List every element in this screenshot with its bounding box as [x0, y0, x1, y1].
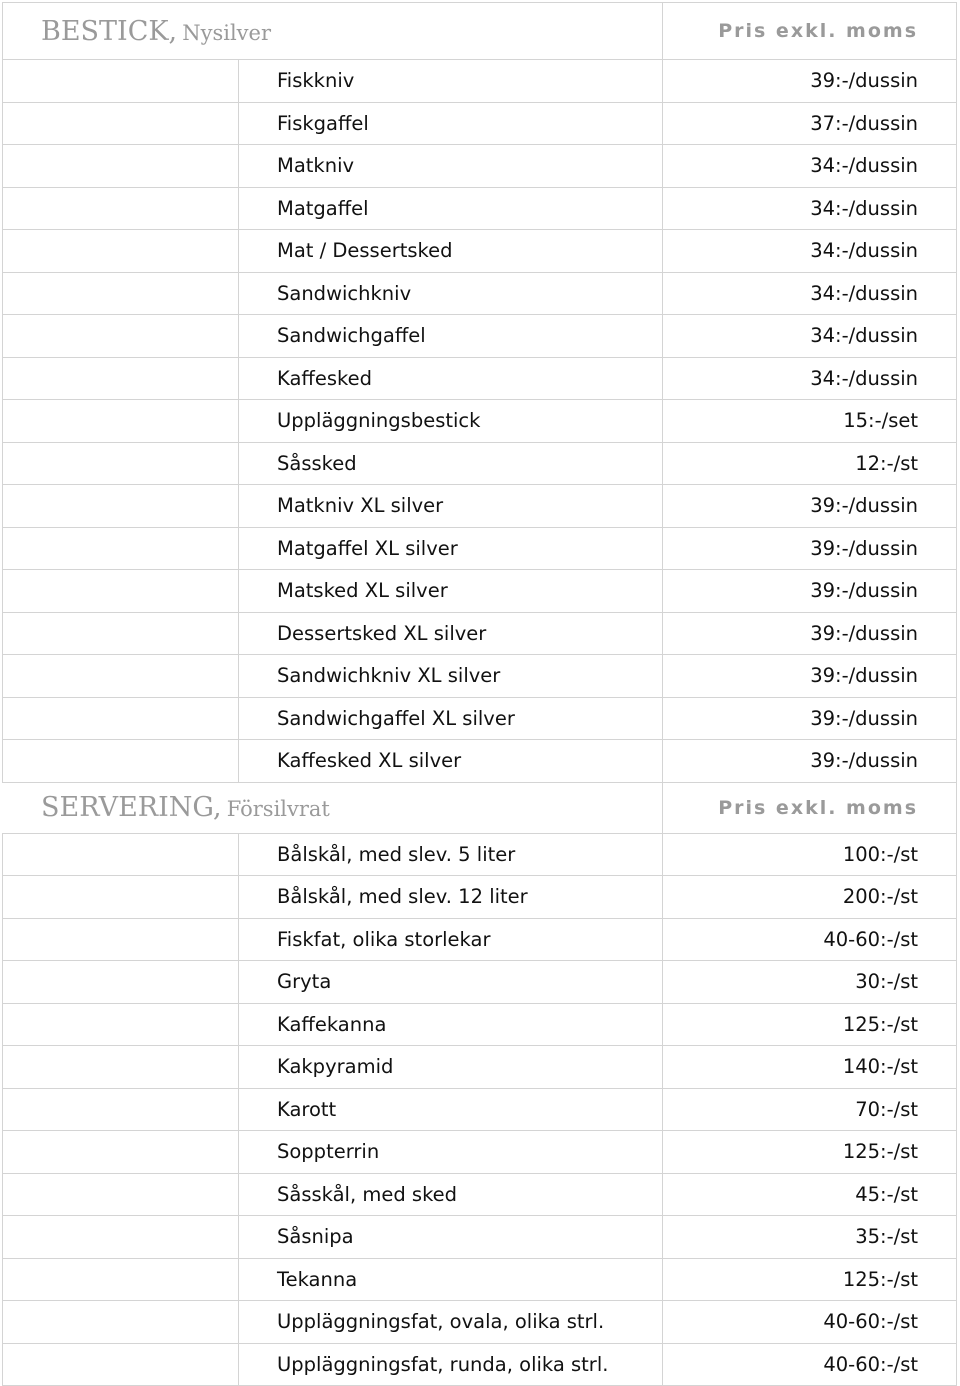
table-row — [3, 876, 957, 919]
row-gutter-cell — [3, 315, 239, 358]
row-gutter-cell — [3, 570, 239, 613]
item-name: Kaffekanna — [239, 1003, 663, 1046]
price-column-header: Pris exkl. moms — [663, 3, 957, 60]
item-price: 37:-/dussin — [663, 102, 957, 145]
row-gutter-cell — [3, 1258, 239, 1301]
row-gutter-cell — [3, 1301, 239, 1344]
row-gutter-cell — [3, 1088, 239, 1131]
item-price: 34:-/dussin — [663, 357, 957, 400]
item-name: Sandwichgaffel XL silver — [239, 697, 663, 740]
item-price: 125:-/st — [663, 1003, 957, 1046]
item-price: 34:-/dussin — [663, 145, 957, 188]
item-price: 39:-/dussin — [663, 60, 957, 103]
section-title: BESTICK, — [41, 15, 178, 47]
item-price: 40-60:-/st — [663, 1343, 957, 1386]
price-table — [2, 2, 957, 1386]
item-price: 140:-/st — [663, 1046, 957, 1089]
item-name: Dessertsked XL silver — [239, 612, 663, 655]
table-row — [3, 1003, 957, 1046]
item-name: Uppläggningsfat, ovala, olika strl. — [239, 1301, 663, 1344]
table-row — [3, 357, 957, 400]
table-row — [3, 1046, 957, 1089]
row-gutter-cell — [3, 655, 239, 698]
item-name: Mat / Dessertsked — [239, 230, 663, 273]
table-row — [3, 60, 957, 103]
item-price: 39:-/dussin — [663, 697, 957, 740]
row-gutter-cell — [3, 918, 239, 961]
row-gutter-cell — [3, 833, 239, 876]
item-price: 39:-/dussin — [663, 485, 957, 528]
table-row — [3, 230, 957, 273]
item-name: Uppläggningsbestick — [239, 400, 663, 443]
table-row — [3, 655, 957, 698]
section-header-row — [3, 782, 957, 833]
table-row — [3, 918, 957, 961]
item-price: 34:-/dussin — [663, 315, 957, 358]
section-heading — [3, 782, 663, 833]
table-row — [3, 442, 957, 485]
item-price: 34:-/dussin — [663, 187, 957, 230]
item-name: Gryta — [239, 961, 663, 1004]
item-name: Såsskål, med sked — [239, 1173, 663, 1216]
row-gutter-cell — [3, 1173, 239, 1216]
table-row — [3, 527, 957, 570]
item-price: 12:-/st — [663, 442, 957, 485]
item-price: 39:-/dussin — [663, 655, 957, 698]
section-header-row — [3, 3, 957, 60]
item-price: 200:-/st — [663, 876, 957, 919]
item-price: 34:-/dussin — [663, 230, 957, 273]
row-gutter-cell — [3, 400, 239, 443]
table-row — [3, 961, 957, 1004]
item-name: Sandwichgaffel — [239, 315, 663, 358]
item-name: Såssked — [239, 442, 663, 485]
row-gutter-cell — [3, 527, 239, 570]
row-gutter-cell — [3, 102, 239, 145]
row-gutter-cell — [3, 961, 239, 1004]
item-price: 45:-/st — [663, 1173, 957, 1216]
price-list — [2, 2, 956, 1386]
item-name: Fiskkniv — [239, 60, 663, 103]
row-gutter-cell — [3, 1216, 239, 1259]
table-row — [3, 187, 957, 230]
item-name: Fiskfat, olika storlekar — [239, 918, 663, 961]
table-row — [3, 272, 957, 315]
table-row — [3, 1258, 957, 1301]
row-gutter-cell — [3, 187, 239, 230]
item-name: Sandwichkniv — [239, 272, 663, 315]
item-name: Matkniv — [239, 145, 663, 188]
table-row — [3, 1301, 957, 1344]
item-name: Uppläggningsfat, runda, olika strl. — [239, 1343, 663, 1386]
item-price: 125:-/st — [663, 1258, 957, 1301]
item-price: 34:-/dussin — [663, 272, 957, 315]
item-name: Matgaffel — [239, 187, 663, 230]
row-gutter-cell — [3, 612, 239, 655]
table-row — [3, 1131, 957, 1174]
table-row — [3, 1343, 957, 1386]
item-name: Sandwichkniv XL silver — [239, 655, 663, 698]
table-row — [3, 612, 957, 655]
price-column-header: Pris exkl. moms — [663, 782, 957, 833]
item-price: 39:-/dussin — [663, 527, 957, 570]
item-price: 30:-/st — [663, 961, 957, 1004]
table-row — [3, 697, 957, 740]
row-gutter-cell — [3, 357, 239, 400]
item-name: Karott — [239, 1088, 663, 1131]
table-row — [3, 570, 957, 613]
item-price: 39:-/dussin — [663, 570, 957, 613]
row-gutter-cell — [3, 272, 239, 315]
item-price: 15:-/set — [663, 400, 957, 443]
row-gutter-cell — [3, 697, 239, 740]
item-name: Soppterrin — [239, 1131, 663, 1174]
item-price: 39:-/dussin — [663, 612, 957, 655]
row-gutter-cell — [3, 1046, 239, 1089]
section-subtitle: Försilvrat — [226, 797, 330, 821]
row-gutter-cell — [3, 1003, 239, 1046]
section-subtitle: Nysilver — [182, 20, 272, 45]
table-row — [3, 1216, 957, 1259]
row-gutter-cell — [3, 740, 239, 783]
table-row — [3, 833, 957, 876]
section-title: SERVERING, — [41, 792, 222, 823]
row-gutter-cell — [3, 145, 239, 188]
item-price: 39:-/dussin — [663, 740, 957, 783]
item-name: Matkniv XL silver — [239, 485, 663, 528]
item-price: 100:-/st — [663, 833, 957, 876]
row-gutter-cell — [3, 485, 239, 528]
table-row — [3, 1173, 957, 1216]
table-row — [3, 102, 957, 145]
item-price: 40-60:-/st — [663, 1301, 957, 1344]
item-name: Kaffesked XL silver — [239, 740, 663, 783]
item-price: 125:-/st — [663, 1131, 957, 1174]
table-row — [3, 1088, 957, 1131]
item-name: Matgaffel XL silver — [239, 527, 663, 570]
table-row — [3, 145, 957, 188]
row-gutter-cell — [3, 60, 239, 103]
row-gutter-cell — [3, 230, 239, 273]
item-price: 70:-/st — [663, 1088, 957, 1131]
row-gutter-cell — [3, 442, 239, 485]
row-gutter-cell — [3, 876, 239, 919]
row-gutter-cell — [3, 1131, 239, 1174]
item-name: Kakpyramid — [239, 1046, 663, 1089]
row-gutter-cell — [3, 1343, 239, 1386]
table-row — [3, 740, 957, 783]
item-name: Fiskgaffel — [239, 102, 663, 145]
item-name: Bålskål, med slev. 12 liter — [239, 876, 663, 919]
table-row — [3, 315, 957, 358]
item-price: 35:-/st — [663, 1216, 957, 1259]
item-name: Bålskål, med slev. 5 liter — [239, 833, 663, 876]
item-name: Tekanna — [239, 1258, 663, 1301]
item-name: Såsnipa — [239, 1216, 663, 1259]
price-table-body — [3, 3, 957, 1386]
item-name: Matsked XL silver — [239, 570, 663, 613]
section-heading — [3, 3, 663, 60]
item-price: 40-60:-/st — [663, 918, 957, 961]
table-row — [3, 400, 957, 443]
item-name: Kaffesked — [239, 357, 663, 400]
table-row — [3, 485, 957, 528]
